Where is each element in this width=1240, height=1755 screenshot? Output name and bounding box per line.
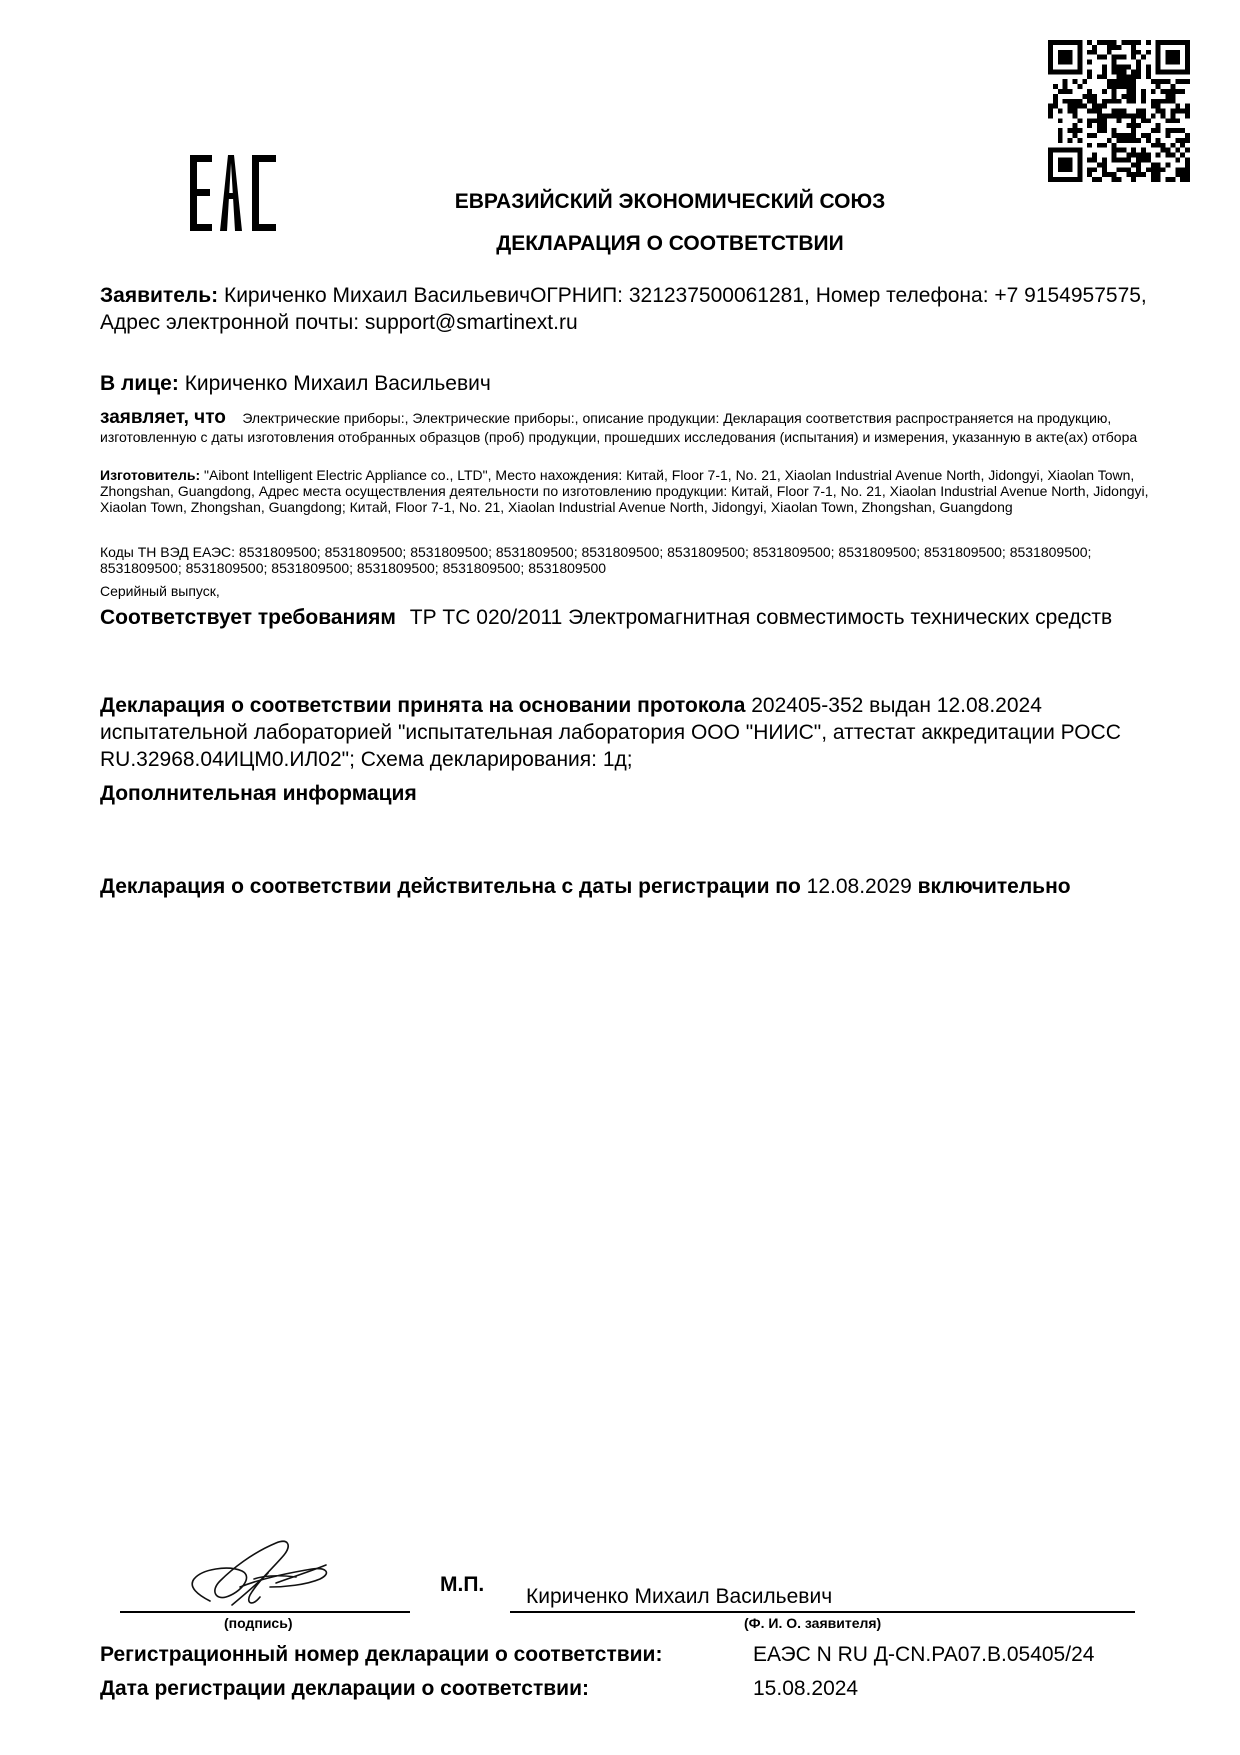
signature-line	[120, 1611, 410, 1613]
requirements-label: Соответствует требованиям	[100, 606, 396, 629]
declares-text: Электрические приборы:, Электрические приборы:, описание продукции: Декларация соответствия распространяется на продукцию, изготовленную с даты изготовления отобранных образцов (проб) продукции, прошедших исследования (испытания) и измерения, указанную в акте(ах) отбора	[100, 410, 1138, 445]
applicant-label: Заявитель:	[100, 284, 219, 307]
validity-block	[100, 873, 1160, 900]
eac-mark-icon	[190, 155, 278, 231]
applicant-block	[100, 282, 1160, 336]
requirements-block	[100, 604, 1160, 631]
qr-code-icon	[1048, 40, 1190, 182]
person-text: Кириченко Михаил Васильевич	[184, 372, 491, 395]
additional-info-label: Дополнительная информация	[100, 782, 417, 805]
name-line	[510, 1611, 1135, 1613]
declares-label: заявляет, что	[100, 407, 226, 428]
basis-label: Декларация о соответствии принята на основании протокола	[100, 694, 746, 717]
person-block	[100, 370, 1160, 397]
manufacturer-text: "Aibont Intelligent Electric Appliance co., LTD", Место нахождения: Китай, Floor 7-1, No. 21, Xiaolan Industrial Avenue North, Jidongyi, Xiaolan Town, Zhongshan, Guangdong, Адрес места осуществления деятельности по изготовлению продукции: Китай, Floor 7-1, No. 21, Xiaolan Industrial Avenue North, Jidongyi, Xiaolan Town, Zhongshan, Guangdong; Китай, Floor 7-1, No. 21, Xiaolan Industrial Avenue North, Jidongyi, Xiaolan Town, Zhongshan, Guangdong	[100, 467, 1149, 515]
signature-image	[180, 1535, 350, 1620]
declares-block	[100, 407, 1160, 447]
registration-date-value: 15.08.2024	[753, 1677, 859, 1700]
serial-text: Серийный выпуск,	[100, 583, 220, 599]
document-title: ДЕКЛАРАЦИЯ О СООТВЕТСТВИИ	[496, 232, 844, 255]
applicant-text: Кириченко Михаил ВасильевичОГРНИП: 321237500061281, Номер телефона: +7 9154957575, Адрес электронной почты: support@smartinext.ru	[100, 284, 1147, 334]
qr-code	[1048, 40, 1190, 182]
signature-caption: (подпись)	[224, 1615, 293, 1631]
registration-number-value: ЕАЭС N RU Д-CN.РА07.В.05405/24	[753, 1643, 1095, 1666]
validity-date: 12.08.2029	[806, 875, 912, 898]
manufacturer-block	[100, 467, 1160, 515]
registration-date-label: Дата регистрации декларации о соответствии:	[100, 1677, 589, 1700]
stamp-label: М.П.	[440, 1573, 485, 1596]
validity-suffix: включительно	[917, 875, 1071, 898]
applicant-name: Кириченко Михаил Васильевич	[526, 1585, 833, 1608]
eac-logo	[190, 155, 278, 236]
validity-label: Декларация о соответствии действительна с даты регистрации по	[100, 875, 801, 898]
registration-number-label: Регистрационный номер декларации о соответствии:	[100, 1643, 663, 1666]
manufacturer-label: Изготовитель:	[100, 467, 201, 483]
basis-block	[100, 692, 1160, 773]
name-caption: (Ф. И. О. заявителя)	[744, 1615, 882, 1631]
person-label: В лице:	[100, 372, 179, 395]
codes-block: Коды ТН ВЭД ЕАЭС: 8531809500; 8531809500; 8531809500; 8531809500; 8531809500; 8531809500; 8531809500; 8531809500; 8531809500; 8531809500; 8531809500; 8531809500; 8531809500; 8531809500; 8531809500; 8531809500	[100, 544, 1092, 576]
handwritten-signature-icon	[180, 1535, 350, 1615]
basis-text: 202405-352 выдан 12.08.2024 испытательной лабораторией "испытательная лаборатория ООО "НИИС", аттестат аккредитации РОСС RU.32968.04ИЦМ0.ИЛ02"; Схема декларирования: 1д;	[100, 694, 1121, 771]
requirements-text: ТР ТС 020/2011 Электромагнитная совместимость технических средств	[409, 606, 1113, 629]
union-title: ЕВРАЗИЙСКИЙ ЭКОНОМИЧЕСКИЙ СОЮЗ	[454, 190, 886, 213]
